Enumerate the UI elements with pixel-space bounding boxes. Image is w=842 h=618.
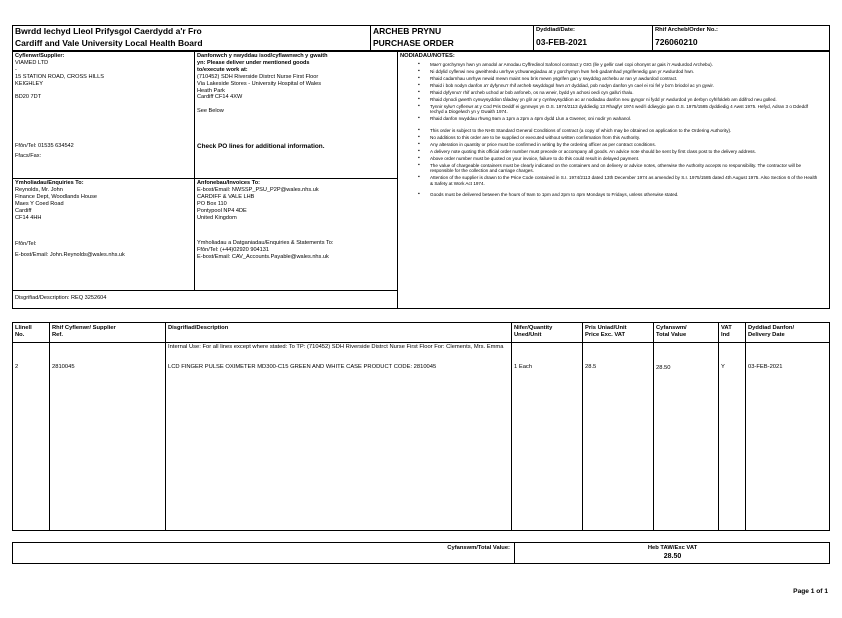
deliver-section: [197, 53, 395, 115]
deliver-line: See Below: [197, 108, 224, 115]
deliver-line: (710452) SDH Riverside Distrct Nurse First Floor: [197, 73, 319, 80]
statements-phone: Ffôn/Tel: (+44)02920 904131: [197, 246, 269, 253]
col-divider: [49, 322, 50, 531]
invoices-line: Pontypool NP4 4DE: [197, 207, 247, 214]
header-divider-1: [370, 25, 371, 51]
note-item: ▪ The value of chargeable containers must be clearly indicated on the containers and on delivery or advice notes, otherwise the Authority accepts no responsibility. The contractor will be responsible for the collection and carriage charges.: [400, 163, 820, 174]
note-item: ▪ Mae'r gorchymyn hwn yn amodol ar Amodau Cyffredinol Safonol contract y GIG (lle y gellir cael copi ohonynt ar gais i'r Awdurdod Archebu).: [400, 62, 820, 67]
note-item: ▪ Tynnir sylw'r cyflenwr at y Cod Pris Deddf ei gynnwys yn O.S. 1974/2113 dyddiedig 13 Rhagfyr 1974 wedi'i ddiwygio gan O.S. 1975/1585 dyddiedig 4 Awst 1975. Hefyd, Adran 3 o Ddeddf Iechyd a Diogelwch yn y Gwaith 1974.: [400, 104, 820, 115]
exc-vat-value: 28.50: [663, 553, 682, 560]
invoices-line: PO Box 110: [197, 200, 227, 207]
supplier-line: [15, 88, 191, 95]
supplier-line: BD20 7DT: [15, 94, 42, 101]
deliver-line: Via Lakeside Stores - University Hospital of Wales: [197, 80, 322, 87]
note-item: ▪ Rhaid i bob nodyn danfon a'r dyfynnu'r rhif archeb swyddogol hwn a'r dyddiad, pob nodyn danfon yn cael ei roi fel y bo'n briodol ac yn gywir.: [400, 83, 820, 88]
col-header-delivery-date: Dyddiad Danfon/ Delivery Date: [748, 325, 795, 338]
check-po-note: Check PO lines for additional information.: [197, 143, 325, 150]
col-header-total: Cyfanswm/ Total Value: [656, 325, 687, 338]
enquiries-section: [15, 180, 191, 221]
org-name-welsh: Bwrdd Iechyd Lleol Prifysgol Caerdydd a'r Fro: [15, 26, 202, 36]
description-line-divider: [12, 290, 397, 291]
supplier-line: VIAMED LTD: [15, 59, 49, 66]
col-header-vat: VAT Ind: [721, 325, 732, 338]
invoices-label: Anfonebau/Invoices To:: [197, 180, 260, 186]
supplier-line: KEIGHLEY: [15, 80, 43, 87]
note-item: ▪ Any alteration in quantity or price must be confirmed in writing by the ordering officer as per contract conditions.: [400, 142, 820, 147]
supplier-line: 15 STATION ROAD, CROSS HILLS: [15, 73, 105, 80]
deliver-line: Heath Park: [197, 87, 225, 94]
note-item: ▪ Rhaid danfon nwyddau rhwng 9am a 1pm a 2pm a 4pm dydd Llun a Gwener, oni nodir yn wahanol.: [400, 116, 820, 121]
details-divider-2: [397, 51, 398, 309]
notes-list: [400, 62, 820, 197]
note-item: ▪ This order is subject to the NHS Standard General Conditions of contract (a copy of which may be obtained on application to the Ordering Authority).: [400, 128, 820, 133]
col-header-supplier-ref: Rhif Cyflenwr/ Supplier Ref.: [52, 325, 116, 338]
table-row-vat: Y: [721, 364, 725, 370]
date-label: Dyddiad/Date:: [536, 27, 575, 33]
invoices-line: United Kingdom: [197, 214, 237, 221]
col-divider: [653, 322, 654, 531]
header-divider-3: [652, 25, 653, 51]
note-item: ▪ Goods must be delivered between the hours of 9am to 1pm and 2pm to 4pm Mondays to Fridays, unless otherwise stated.: [400, 192, 820, 197]
col-divider: [511, 322, 512, 531]
table-row-quantity: 1 Each: [514, 364, 533, 370]
statements-section: [197, 240, 395, 261]
col-divider: [745, 322, 746, 531]
table-row-total: 28.50: [656, 365, 671, 371]
deliver-label: Danfonwch y nwyddau isod/cyflawnwch y gwaith: [197, 53, 328, 59]
note-item: ▪ No additions to this order are to be supplied or executed without written confirmation from this Authority.: [400, 135, 820, 140]
enquiries-label: Ymholiadau/Enquiries To:: [15, 180, 84, 186]
col-divider: [582, 322, 583, 531]
doc-title-welsh: ARCHEB PRYNU: [373, 26, 442, 36]
statements-label: Ymholiadau a Datganiadau/Enquiries & Statements To:: [197, 240, 334, 246]
deliver-line: Cardiff CF14 4XW: [197, 94, 243, 101]
enquiries-line: Cardiff: [15, 207, 32, 214]
notes-label: NODIADAU/NOTES:: [400, 53, 455, 59]
invoices-line[interactable]: E-bost/Email: NWSSP_PSU_P2P@wales.nhs.uk: [197, 186, 319, 193]
table-row-line: 2: [15, 364, 19, 370]
supplier-section: [15, 53, 191, 101]
note-item: ▪ Rhaid dynodi gwerth cynwysyddion tâladwy yn glir ar y cynhwysyddion ac ar nodiadau danfon neu gyngor ni fydd yr Awdurdod yn derbyn cyfrifoldeb am ddifrod neu golled.: [400, 97, 820, 102]
doc-title-english: PURCHASE ORDER: [373, 38, 454, 48]
invoices-section: [197, 180, 395, 221]
col-divider: [718, 322, 719, 531]
deliver-label: yn: Please deliver under mentioned goods: [197, 59, 310, 66]
description-line: Disgrifiad/Description: REQ 3252604: [15, 295, 107, 301]
deliver-label: to/execute work at:: [197, 66, 248, 73]
date-value: 03-FEB-2021: [536, 37, 588, 47]
supplier-line: -: [15, 66, 17, 73]
table-row-unit-price: 28.5: [585, 364, 597, 370]
supplier-phone: Ffôn/Tel: 01535 634542: [15, 143, 74, 149]
col-header-quantity: Nifer/Quantity Uned/Unit: [514, 325, 553, 338]
enquiries-phone: Ffôn/Tel:: [15, 241, 37, 247]
statements-email[interactable]: E-bost/Email: CAV_Accounts.Payable@wales.nhs.uk: [197, 253, 329, 260]
note-item: ▪ Rhaid dyfynnu'r rhif archeb uchod ar bob anfoneb, os na wneir, bydd yn achosi oedi cyn gallu'i thalu.: [400, 90, 820, 95]
order-no-value: 726060210: [655, 37, 698, 47]
table-header-divider: [12, 342, 830, 343]
enquiries-line: Reynolds, Mr. John: [15, 186, 63, 193]
details-divider-1: [194, 51, 195, 290]
internal-use-note: Internal Use: For all lines except where stated: To TP: (710452) SDH Riverside Distrct Nurse First Floor For: Clements, Mrs. Emma: [168, 344, 504, 350]
table-row-delivery-date: 03-FEB-2021: [748, 364, 783, 370]
invoices-line: CARDIFF & VALE LHB: [197, 193, 255, 200]
notes-section: [400, 53, 820, 199]
supplier-fax: Ffacs/Fax:: [15, 153, 42, 159]
page-number: Page 1 of 1: [793, 588, 828, 595]
enquiries-line: CF14 4HH: [15, 214, 42, 221]
note-item: ▪ Rhaid cadarnhau unrhyw newid mewn maint neu bris mewn ysgrifen gan y swyddog archebu ar ran yr awdurdod contract.: [400, 76, 820, 81]
note-item: ▪ A delivery note quoting this official order number must precede or accompany all goods. An advice note should be sent by first class post to the delivery address.: [400, 149, 820, 154]
line-items-table: [12, 322, 830, 531]
col-divider: [165, 322, 166, 531]
header-divider-2: [533, 25, 534, 51]
note-item: ▪ Attention of the supplier is drawn to the Price Code contained in S.I. 1974/2113 dated 13th December 1974 as amended by S.I. 1975/1585 dated 4th August 1975. Also Section 6 of the Health & Safety at Work Act 1974.: [400, 175, 820, 186]
order-no-label: Rhif Archeb/Order No.:: [655, 27, 718, 33]
enquiries-email[interactable]: E-bost/Email: John.Reynolds@wales.nhs.uk: [15, 252, 125, 258]
col-header-description: Disgrifiad/Description: [168, 325, 229, 331]
org-name-english: Cardiff and Vale University Local Health Board: [15, 38, 203, 48]
col-header-line: Llinell No.: [15, 325, 32, 338]
table-row-description: LCD FINGER PULSE OXIMETER MD300-C15 GREEN AND WHITE CASE PRODUCT CODE: 2810045: [168, 364, 437, 370]
note-item: ▪ Above order number must be quoted on your invoice, failure to do this could result in delayed payment.: [400, 156, 820, 161]
details-row-divider: [12, 178, 397, 179]
col-header-unit-price: Pris Uniad/Unit Price Exc. VAT: [585, 325, 627, 338]
supplier-label: Cyflenwr/Supplier:: [15, 53, 65, 59]
exc-vat-label: Heb TAW/Exc VAT: [647, 545, 698, 551]
total-value-label: Cyfanswm/Total Value:: [447, 545, 510, 551]
enquiries-line: Finance Dept, Woodlands House: [15, 193, 97, 200]
table-row-supplier-ref: 2810045: [52, 364, 75, 370]
note-item: ▪ Ni ddylid cyflenwi neu gweithredu unrhyw ychwanegiadau at y gorchymyn hwn heb gadarnhad ysgrifenedig gan yr Awdurdod hwn.: [400, 69, 820, 74]
deliver-line: [197, 101, 395, 108]
enquiries-line: Maes Y Coed Road: [15, 200, 64, 207]
